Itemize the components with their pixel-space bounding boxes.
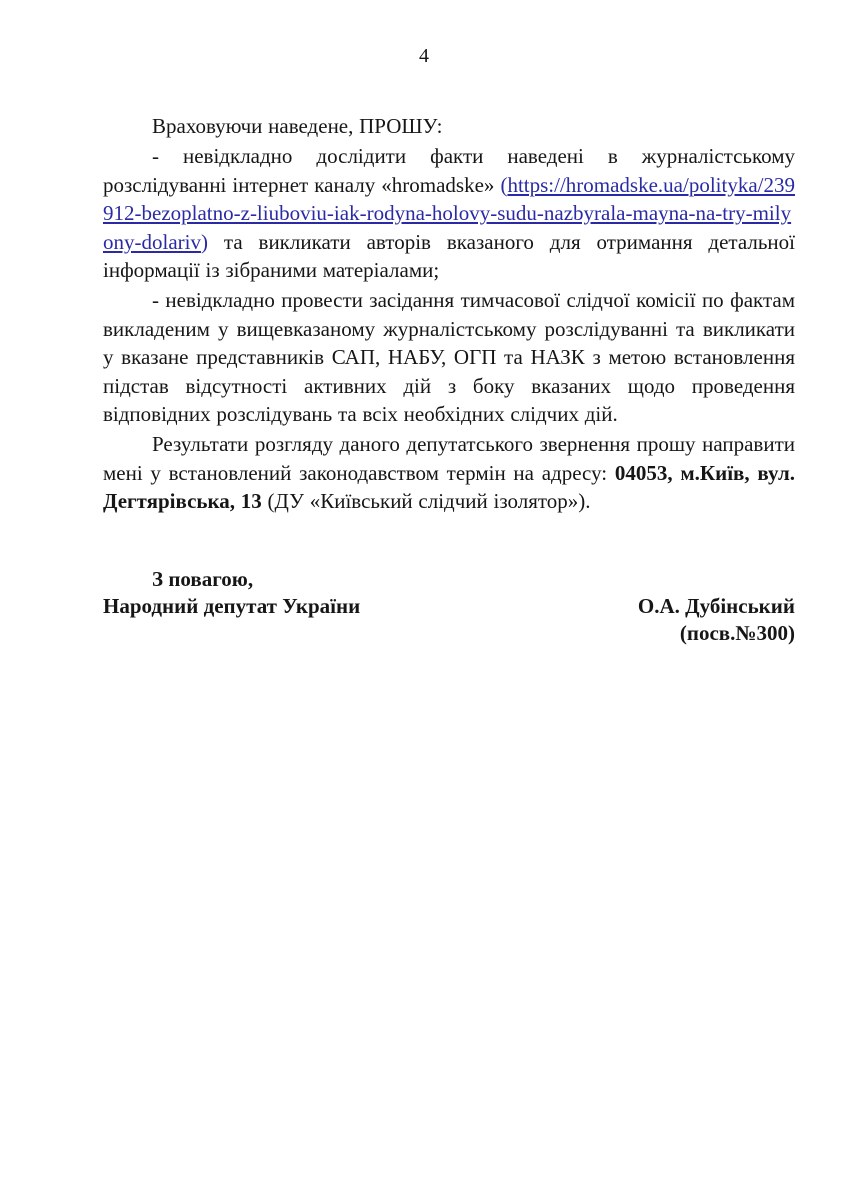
document-paragraphs [103,112,795,516]
paragraph-reply-address [103,430,795,515]
hyperlink[interactable]: https://hromadske.ua/polityka/239912-bezoplatno-z-liuboviu-iak-rodyna-holovy-sudu-nazbyrala-mayna-na-try-milyony-dolariv [103,172,795,254]
paragraph-demand-1 [103,142,795,284]
signature-block [103,566,795,647]
paragraph-intro [103,112,795,140]
text-run: (ДУ «Київський слідчий ізолятор»). [267,489,591,514]
bold-text-run: 04053, м.Київ, вул. Дегтярівська, 13 [103,460,795,514]
signature-name: О.А. Дубінський [637,593,795,618]
signature-position: Народний депутат України [103,593,361,618]
signature-credential: (посв.№300) [679,620,795,645]
link-paren: ) [200,229,208,254]
signature-salutation: З повагою, [152,566,254,591]
link-paren: ( [500,172,508,197]
text-run: Враховуючи наведене, ПРОШУ: [152,114,443,138]
paragraph-demand-2 [103,286,795,428]
text-run: та викликати авторів вказаного для отримання детальної інформації із зібраними матеріалами; [103,229,795,283]
text-run: Результати розгляду даного депутатського звернення прошу направити мені у встановлений законодавством термін на адресу: [103,432,795,485]
text-run: - невідкладно провести засідання тимчасової слідчої комісії по фактам викладеним у вищевказаному журналістському розслідуванні та викликати у вказане представників САП, НАБУ, ОГП та НАЗК з метою встановлення підстав відсутності активних дій з боку вказаних щодо проведення відповідних розслідувань та всіх необхідних слідчих дій. [103,288,795,427]
text-run: - невідкладно дослідити факти наведені в журналістському розслідуванні інтернет каналу «hromadske» [103,144,795,197]
page-number: 4 [419,45,429,67]
document-content [103,112,795,647]
